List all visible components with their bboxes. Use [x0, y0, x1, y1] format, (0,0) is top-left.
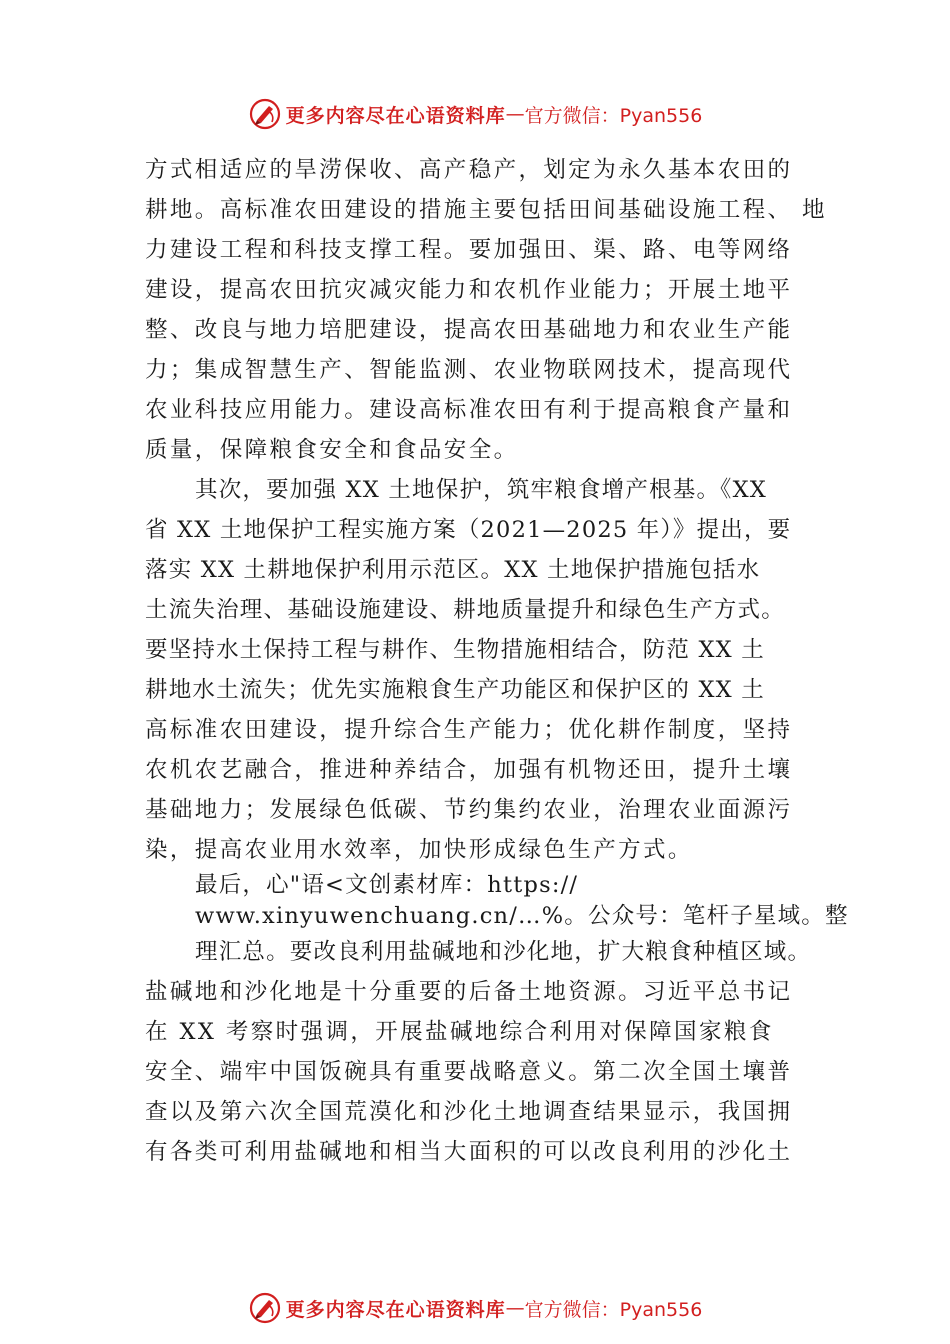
- body-line: 耕地。高标准农田建设的措施主要包括田间基础设施工程、 地: [145, 197, 827, 223]
- body-line: 查以及第六次全国荒漠化和沙化土地调查结果显示，我国拥: [145, 1099, 793, 1125]
- paragraph-start-line: 其次，要加强 XX 土地保护，筑牢粮食增产根基。《XX: [195, 477, 768, 503]
- watermark-line: 最后，心"语<文创素材库：https://: [195, 872, 579, 898]
- body-line: 有各类可利用盐碱地和相当大面积的可以改良利用的沙化土: [145, 1139, 793, 1165]
- body-line: 在 XX 考察时强调，开展盐碱地综合利用对保障国家粮食: [145, 1019, 774, 1045]
- body-line: 力建设工程和科技支撑工程。要加强田、渠、路、电等网络: [145, 237, 793, 263]
- body-line: 方式相适应的旱涝保收、高产稳产，划定为永久基本农田的: [145, 157, 793, 183]
- footer-banner: [0, 1288, 950, 1328]
- body-line: 土流失治理、基础设施建设、耕地质量提升和绿色生产方式。: [145, 597, 785, 623]
- header-wechat-text: 官方微信：Pyan556: [524, 104, 703, 127]
- body-line: 理汇总。要改良利用盐碱地和沙化地，扩大粮食种植区域。: [195, 939, 812, 965]
- watermark-line: www.xinyuwenchuang.cn/…%。公众号：笔杆子星域。整: [195, 903, 849, 929]
- header-banner: [0, 94, 950, 134]
- body-line: 要坚持水土保持工程与耕作、生物措施相结合，防范 XX 土: [145, 637, 765, 663]
- body-line: 农机农艺融合，推进种养结合，加强有机物还田，提升土壤: [145, 757, 793, 783]
- body-line: 省 XX 土地保护工程实施方案（2021—2025 年）》提出，要: [145, 517, 792, 543]
- header-dash: —: [505, 103, 525, 125]
- document-body: [145, 150, 849, 1172]
- footer-dash: —: [505, 1297, 525, 1319]
- body-line: 农业科技应用能力。建设高标准农田有利于提高粮食产量和: [145, 397, 793, 423]
- body-line: 安全、端牢中国饭碗具有重要战略意义。第二次全国土壤普: [145, 1059, 793, 1085]
- body-line: 耕地水土流失；优先实施粮食生产功能区和保护区的 XX 土: [145, 677, 765, 703]
- footer-brand-text: 更多内容尽在心语资料库: [285, 1298, 506, 1321]
- body-line: 建设，提高农田抗灾减灾能力和农机作业能力；开展土地平: [145, 277, 793, 303]
- body-line: 染，提高农业用水效率，加快形成绿色生产方式。: [145, 837, 693, 863]
- header-brand-text: 更多内容尽在心语资料库: [285, 104, 506, 127]
- footer-wechat-text: 官方微信：Pyan556: [524, 1298, 703, 1321]
- body-line: 整、改良与地力培肥建设，提高农田基础地力和农业生产能: [145, 317, 793, 343]
- brand-logo-icon: [248, 97, 282, 131]
- body-line: 基础地力；发展绿色低碳、节约集约农业，治理农业面源污: [145, 797, 793, 823]
- body-line: 高标准农田建设，提升综合生产能力；优化耕作制度，坚持: [145, 717, 793, 743]
- body-line: 盐碱地和沙化地是十分重要的后备土地资源。习近平总书记: [145, 979, 793, 1005]
- body-line: 落实 XX 土耕地保护利用示范区。XX 土地保护措施包括水: [145, 557, 761, 583]
- brand-logo-icon: [248, 1291, 282, 1325]
- body-line: 力；集成智慧生产、智能监测、农业物联网技术，提高现代: [145, 357, 793, 383]
- body-line: 质量，保障粮食安全和食品安全。: [145, 437, 519, 463]
